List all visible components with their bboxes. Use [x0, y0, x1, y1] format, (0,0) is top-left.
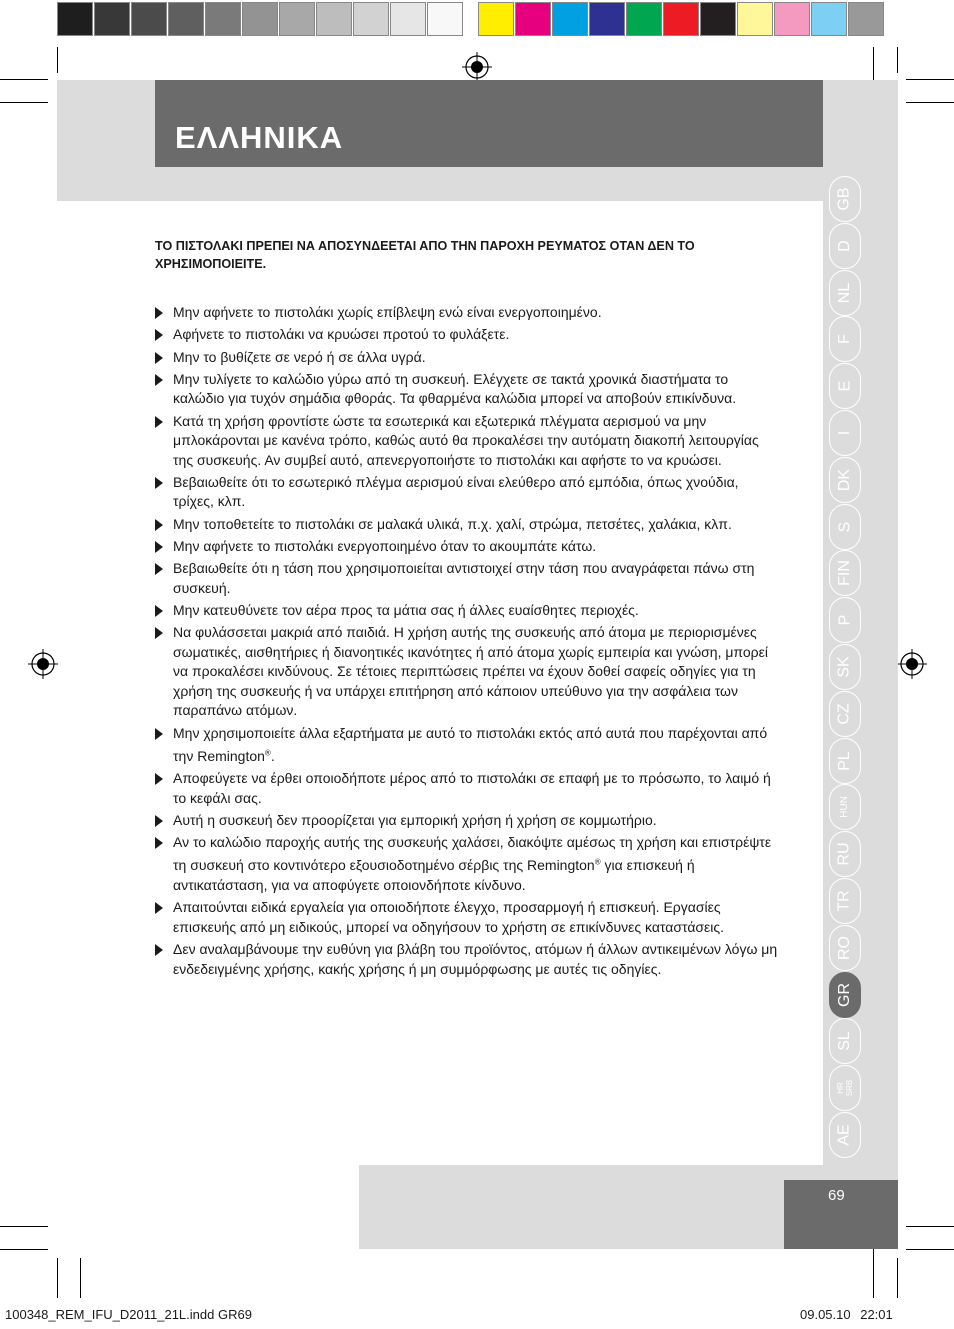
page-number: 69	[828, 1187, 845, 1204]
bullet-triangle-icon	[155, 541, 163, 553]
list-item-text: Μην χρησιμοποιείτε άλλα εξαρτήματα με αυτό το πιστολάκι εκτός από αυτά που παρέχονται από την Remington®.	[173, 724, 768, 764]
bullet-triangle-icon	[155, 563, 163, 575]
language-tab-e[interactable]	[829, 363, 861, 409]
safety-instructions-list	[155, 303, 780, 982]
page-number-box	[784, 1180, 898, 1249]
language-tab-label: SK	[836, 656, 853, 678]
color-swatch	[427, 2, 463, 36]
language-tab-label: P	[835, 614, 853, 626]
crop-mark	[906, 79, 954, 80]
list-item	[155, 348, 780, 368]
language-tab-ro[interactable]	[829, 925, 861, 971]
bullet-triangle-icon	[155, 627, 163, 639]
list-item-text: Να φυλάσσεται μακριά από παιδιά. Η χρήση αυτής της συσκευής από άτομα με περιορισμένες σωματικές, αισθητήριες ή διανοητικές ικανότητες ή από άτομα χωρίς εμπειρία και γνώση, μπορεί να προκαλέσει κινδύνους. Σε τέτοιες περιπτώσεις πρέπει να έχουν δοθεί σαφείς οδηγίες για τη χρήση της συσκευής ή να υπάρχει επιτήρηση από κάποιον υπεύθυνο για την ασφάλεια των παραπάνω ατόμων.	[173, 624, 768, 719]
list-item	[155, 515, 780, 535]
language-tab-label: FIN	[836, 560, 853, 587]
bullet-triangle-icon	[155, 837, 163, 849]
list-item	[155, 898, 780, 937]
registration-mark-icon	[897, 649, 927, 679]
color-swatch	[316, 2, 352, 36]
page-title: ΕΛΛΗΝΙΚΑ	[175, 120, 344, 155]
bullet-triangle-icon	[155, 307, 163, 319]
language-tab-gb[interactable]	[829, 176, 861, 222]
bullet-triangle-icon	[155, 416, 163, 428]
language-tab-i[interactable]	[829, 410, 861, 456]
language-tab-label: S	[835, 521, 853, 532]
language-tab-pl[interactable]	[829, 738, 861, 784]
color-swatch	[279, 2, 315, 36]
footer-file-info: 100348_REM_IFU_D2011_21L.indd GR69	[5, 1307, 252, 1322]
language-tab-fin[interactable]	[829, 550, 861, 596]
crop-mark	[897, 1258, 898, 1298]
color-swatch	[205, 2, 241, 36]
crop-mark	[0, 79, 48, 80]
crop-mark	[0, 1249, 48, 1250]
language-tab-ae[interactable]	[829, 1112, 861, 1158]
list-item-text: Απαιτούνται ειδικά εργαλεία για οποιοδήποτε έλεγχο, προσαρμογή ή επισκευή. Εργασίες επισκευής από μη ειδικούς, μπορεί να οδηγήσουν το χρήστη σε επικίνδυνες καταστάσεις.	[173, 899, 725, 935]
language-tab-label: DK	[835, 468, 853, 491]
color-swatch	[464, 2, 478, 38]
language-tab-label: PL	[835, 750, 853, 771]
list-item-text: Αφήνετε το πιστολάκι να κρυώσει προτού το φυλάξετε.	[173, 326, 510, 343]
crop-mark	[906, 1249, 954, 1250]
color-swatch	[353, 2, 389, 36]
list-item-text: Αποφεύγετε να έρθει οποιοδήποτε μέρος από το πιστολάκι σε επαφή με το πρόσωπο, το λαιμό ή το κεφάλι σας.	[173, 770, 771, 806]
list-item	[155, 473, 780, 512]
color-swatch	[94, 2, 130, 36]
language-tab-tr[interactable]	[829, 878, 861, 924]
language-tab-hun[interactable]	[829, 784, 861, 830]
bullet-triangle-icon	[155, 605, 163, 617]
crop-mark	[906, 102, 954, 103]
language-tab-label: GR	[836, 982, 853, 1007]
list-item	[155, 940, 780, 979]
footer-date: 09.05.10 22:01	[800, 1307, 893, 1322]
crop-mark	[906, 1226, 954, 1227]
list-item-text: Μην αφήνετε το πιστολάκι ενεργοποιημένο όταν το ακουμπάτε κάτω.	[173, 538, 597, 555]
language-tab-sk[interactable]	[829, 644, 861, 690]
color-swatch	[700, 2, 736, 36]
bullet-triangle-icon	[155, 519, 163, 531]
bullet-triangle-icon	[155, 477, 163, 489]
list-item	[155, 370, 780, 409]
language-tab-sl[interactable]	[829, 1018, 861, 1064]
language-tab-label: NL	[835, 282, 853, 303]
language-tab-label: AE	[836, 1124, 853, 1146]
language-tab-label: GB	[836, 187, 853, 211]
language-tab-label: I	[835, 430, 853, 436]
language-tab-p[interactable]	[829, 597, 861, 643]
list-item-text: Μην τυλίγετε το καλώδιο γύρω από τη συσκευή. Ελέγχετε σε τακτά χρονικά διαστήματα το καλώδιο για τυχόν σημάδια φθοράς. Τα φθαρμένα καλώδια μπορεί να αποβούν επικίνδυνα.	[173, 370, 737, 407]
language-tab-gr[interactable]	[829, 972, 861, 1018]
crop-mark	[873, 1242, 874, 1298]
language-tab-label: HUN	[838, 796, 850, 819]
language-tab-f[interactable]	[829, 316, 861, 362]
color-calibration-bar	[57, 2, 885, 38]
language-tab-label: D	[836, 240, 853, 252]
bullet-triangle-icon	[155, 329, 163, 341]
list-item-text: Μην το βυθίζετε σε νερό ή σε άλλα υγρά.	[173, 348, 426, 365]
language-tab-label: SL	[835, 1031, 853, 1052]
color-swatch	[737, 2, 773, 36]
bullet-triangle-icon	[155, 944, 163, 956]
list-item	[155, 412, 780, 471]
warning-heading: ΤΟ ΠΙΣΤΟΛΑΚΙ ΠΡΕΠΕΙ ΝΑ ΑΠΟΣΥΝΔΕΕΤΑΙ ΑΠΟ ΤΗΝ ΠΑΡΟΧΗ ΡΕΥΜΑΤΟΣ ΟΤΑΝ ΔΕΝ ΤΟ ΧΡΗΣΙΜΟΠΟΙΕΙΤΕ.	[155, 239, 695, 271]
bullet-triangle-icon	[155, 902, 163, 914]
list-item-text: Μην αφήνετε το πιστολάκι χωρίς επίβλεψη ενώ είναι ενεργοποιημένο.	[173, 304, 602, 320]
color-swatch	[848, 2, 884, 36]
language-tab-d[interactable]	[829, 223, 861, 269]
list-item-text: Αυτή η συσκευή δεν προορίζεται για εμπορική χρήση ή χρήση σε κομμωτήριο.	[173, 812, 657, 829]
language-tab-hr-srb[interactable]	[829, 1065, 861, 1111]
language-tab-nl[interactable]	[829, 270, 861, 316]
language-tab-label: F	[836, 334, 853, 345]
color-swatch	[515, 2, 551, 36]
crop-mark	[57, 47, 58, 73]
color-swatch	[774, 2, 810, 36]
registration-mark-icon	[462, 52, 492, 82]
language-tab-label: RO	[836, 935, 853, 960]
crop-mark	[57, 1258, 58, 1298]
header-band	[155, 80, 898, 167]
list-item	[155, 769, 780, 808]
list-item	[155, 833, 780, 895]
color-swatch	[478, 2, 514, 36]
registration-mark-icon	[28, 649, 58, 679]
crop-mark	[897, 47, 898, 73]
language-tab-cz[interactable]	[829, 691, 861, 737]
language-tab-label: HR SRB	[835, 1079, 854, 1097]
language-tab-label: RU	[835, 842, 853, 866]
crop-mark	[0, 1226, 48, 1227]
list-item	[155, 623, 780, 721]
language-tab-dk[interactable]	[829, 457, 861, 503]
language-tab-label: CZ	[835, 703, 853, 725]
language-tab-label: E	[835, 380, 853, 392]
color-swatch	[131, 2, 167, 36]
list-item-text: Μην τοποθετείτε το πιστολάκι σε μαλακά υλικά, π.χ. χαλί, στρώμα, πετσέτες, χαλάκια, κλπ.	[173, 515, 732, 532]
color-swatch	[589, 2, 625, 36]
list-item	[155, 325, 780, 345]
crop-mark	[0, 102, 48, 103]
color-swatch	[811, 2, 847, 36]
list-item-text: Κατά τη χρήση φροντίστε ώστε τα εσωτερικά και εξωτερικά πλέγματα αερισμού να μην μπλοκάρονται με κανένα τρόπο, καθώς αυτό θα προκαλέσει την αυτόματη διακοπή λειτουργίας της συσκευής. Αν συμβεί αυτό, απενεργοποιήστε το πιστολάκι και αφήστε το να κρυώσει.	[173, 412, 759, 468]
list-item	[155, 303, 780, 323]
list-item-text: Βεβαιωθείτε ότι η τάση που χρησιμοποιείται αντιστοιχεί στην τάση που αναγράφεται πάνω στη συσκευή.	[173, 560, 755, 596]
bullet-triangle-icon	[155, 352, 163, 364]
list-item	[155, 559, 780, 598]
color-swatch	[57, 2, 93, 36]
list-item-text: Μην κατευθύνετε τον αέρα προς τα μάτια σας ή άλλες ευαίσθητες περιοχές.	[173, 602, 639, 619]
color-swatch	[626, 2, 662, 36]
list-item-text: Αν το καλώδιο παροχής αυτής της συσκευής χαλάσει, διακόψτε αμέσως τη χρήση και επιστρέψτε τη συσκευή στο κοντινότερο εξουσιοδοτημένο σέρβις της Remington® για επισκευή ή αντικατάσταση, για να αποφύγετε οποιονδήποτε κίνδυνο.	[173, 834, 772, 893]
list-item-text: Βεβαιωθείτε ότι το εσωτερικό πλέγμα αερισμού είναι ελεύθερο από εμπόδια, όπως χνούδια, τρίχες, κλπ.	[173, 473, 739, 510]
language-tab-s[interactable]	[829, 504, 861, 550]
color-swatch	[552, 2, 588, 36]
list-item	[155, 537, 780, 557]
list-item	[155, 601, 780, 621]
crop-mark	[80, 1258, 81, 1298]
bullet-triangle-icon	[155, 773, 163, 785]
bullet-triangle-icon	[155, 728, 163, 740]
bullet-triangle-icon	[155, 374, 163, 386]
color-swatch	[663, 2, 699, 36]
language-tab-label: TR	[835, 890, 853, 912]
color-swatch	[242, 2, 278, 36]
color-swatch	[390, 2, 426, 36]
list-item-text: Δεν αναλαμβάνουμε την ευθύνη για βλάβη του προϊόντος, ατόμων ή άλλων αντικειμένων λόγω μη ενδεδειγμένης χρήσης, κακής χρήσης ή μη συμμόρφωσης με αυτές τις οδηγίες.	[173, 941, 778, 977]
language-tab-ru[interactable]	[829, 831, 861, 877]
list-item	[155, 724, 780, 767]
color-swatch	[168, 2, 204, 36]
bullet-triangle-icon	[155, 815, 163, 827]
list-item	[155, 811, 780, 831]
